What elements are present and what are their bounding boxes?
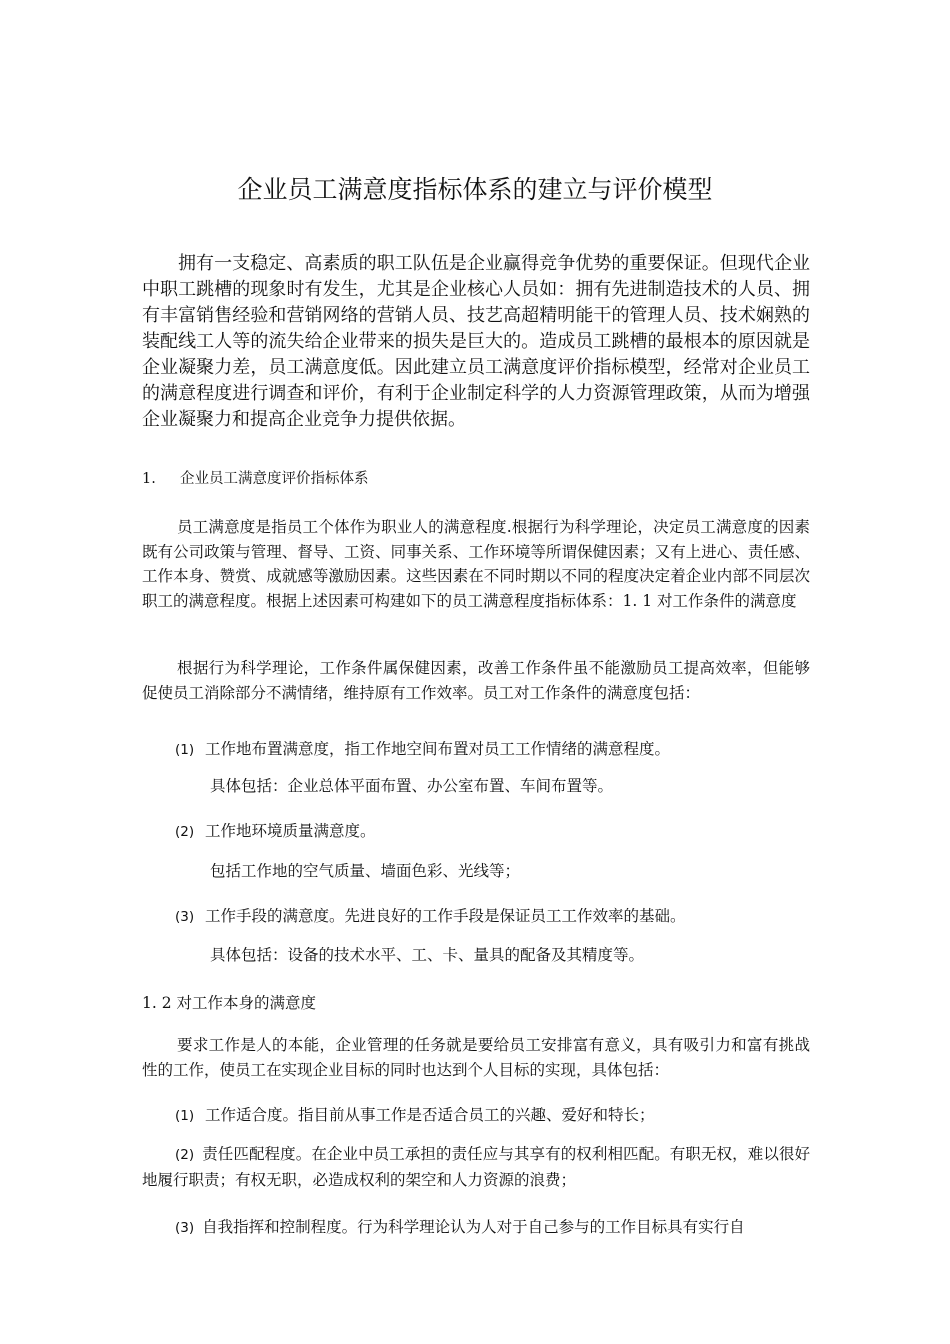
paragraph-work-itself: 要求工作是人的本能，企业管理的任务就是要给员工安排富有意义，具有吸引力和富有挑战性的工作，使员工在实现企业目标的同时也达到个人目标的实现，具体包括： (142, 1036, 810, 1079)
list-item-text: 自我指挥和控制程度。行为科学理论认为人对于自己参与的工作目标具有实行自 (202, 1218, 745, 1236)
paragraph-work-conditions: 根据行为科学理论，工作条件属保健因素，改善工作条件虽不能激励员工提高效率，但能够促使员工消除部分不满情绪，维持原有工作效率。员工对工作条件的满意度包括： (142, 659, 810, 702)
document-title: 企业员工满意度指标体系的建立与评价模型 (237, 175, 713, 204)
section-heading-1-2: 1. 2 对工作本身的满意度 (142, 994, 317, 1012)
section-title: 企业员工满意度评价指标体系 (180, 471, 369, 487)
list-item-text: 工作适合度。指目前从事工作是否适合员工的兴趣、爱好和特长； (205, 1106, 655, 1124)
list-item (175, 1102, 815, 1129)
list-item (175, 1214, 815, 1241)
list-item-number: (2) (175, 824, 195, 840)
list-item (142, 1142, 810, 1192)
section-heading-1 (142, 467, 810, 491)
list-item-text: 工作地布置满意度，指工作地空间布置对员工工作情绪的满意程度。 (205, 740, 671, 758)
list-item-text: 工作手段的满意度。先进良好的工作手段是保证员工工作效率的基础。 (205, 907, 686, 925)
list-item-number: (3) (175, 1220, 195, 1236)
list-item (175, 903, 815, 930)
list-item-detail: 包括工作地的空气质量、墙面色彩、光线等； (210, 862, 521, 880)
list-item-number: (1) (175, 742, 195, 758)
list-item-number: (1) (175, 1108, 195, 1124)
list-item-number: (3) (175, 909, 195, 925)
list-item-text: 责任匹配程度。在企业中员工承担的责任应与其享有的权利相匹配。有职无权，难以很好地履行职责；有权无职，必造成权利的架空和人力资源的浪费； (142, 1145, 810, 1189)
section-number: 1. (142, 471, 156, 487)
paragraph-satisfaction-definition: 员工满意度是指员工个体作为职业人的满意程度.根据行为科学理论，决定员工满意度的因素既有公司政策与管理、督导、工资、同事关系、工作环境等所谓保健因素；又有上进心、责任感、工作本身、赞赏、成就感等激励因素。这些因素在不同时期以不同的程度决定着企业内部不同层次职工的满意程度。根据上述因素可构建如下的员工满意程度指标体系：1. 1 对工作条件的满意度 (142, 518, 810, 610)
list-item-detail: 具体包括：企业总体平面布置、办公室布置、车间布置等。 (210, 777, 614, 795)
list-item-number: (2) (175, 1147, 195, 1163)
list-item-text: 工作地环境质量满意度。 (205, 822, 376, 840)
intro-paragraph: 拥有一支稳定、高素质的职工队伍是企业赢得竞争优势的重要保证。但现代企业中职工跳槽的现象时有发生，尤其是企业核心人员如：拥有先进制造技术的人员、拥有丰富销售经验和营销网络的营销人员、技艺高超精明能干的管理人员、技术娴熟的装配线工人等的流失给企业带来的损失是巨大的。造成员工跳槽的最根本的原因就是企业凝聚力差，员工满意度低。因此建立员工满意度评价指标模型，经常对企业员工的满意程度进行调查和评价，有利于企业制定科学的人力资源管理政策，从而为增强企业凝聚力和提高企业竞争力提供依据。 (142, 253, 810, 430)
list-item (175, 736, 815, 763)
list-item-detail: 具体包括：设备的技术水平、工、卡、量具的配备及其精度等。 (210, 946, 645, 964)
list-item (175, 818, 815, 845)
